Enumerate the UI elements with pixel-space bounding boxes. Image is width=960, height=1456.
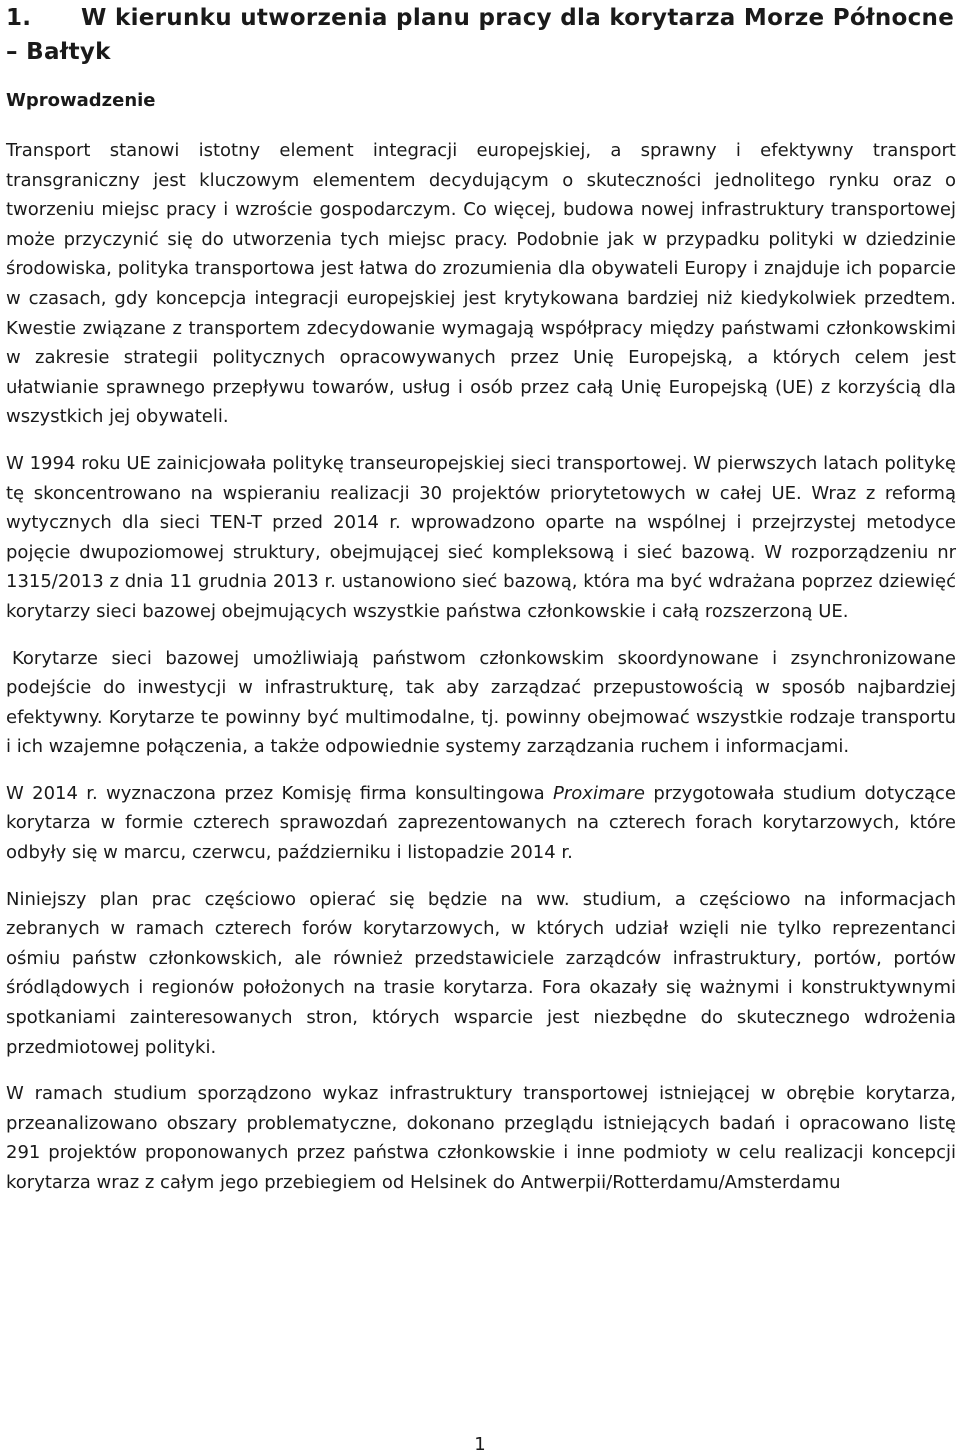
- section-number: 1.: [6, 5, 32, 31]
- paragraph-work-plan-basis: Niniejszy plan prac częściowo opierać się będzie na ww. studium, a częściowo na informacjach zebranych w ramach czterech forów korytarzowych, w których udział wzięli nie tylko reprezentanci ośmiu państw członkowskich, ale również przedstawiciele zarządców infrastruktury, portów, portów śródlądowych i regionów położonych na trasie korytarza. Fora okazały się ważnymi i konstruktywnymi spotkaniami zainteresowanych stron, których wsparcie jest niezbędne do skutecznego wdrożenia przedmiotowej polityki.: [6, 888, 956, 1058]
- paragraph-proximare-text-after: przygotowała studium dotyczące korytarza w formie czterech sprawozdań zaprezentowanych na czterech forach korytarzowych, które odbyły się w marcu, czerwcu, październiku i listopadzie 2014 r.: [6, 782, 956, 864]
- paragraph-proximare-study: [6, 779, 956, 868]
- page-number: 1: [474, 1434, 486, 1455]
- section-heading: [6, 0, 956, 69]
- paragraph-core-network-corridors: Korytarze sieci bazowej umożliwiają państwom członkowskim skoordynowane i zsynchronizowane podejście do inwestycji w infrastrukturę, tak aby zarządzać przepustowością w sposób najbardziej efektywny. Korytarze te powinny być multimodalne, tj. powinny obejmować wszystkie rodzaje transportu i ich wzajemne połączenia, a także odpowiednie systemy zarządzania ruchem i informacjami.: [6, 647, 956, 758]
- company-name-proximare: Proximare: [553, 782, 645, 804]
- paragraph-ten-t-history: W 1994 roku UE zainicjowała politykę transeuropejskiej sieci transportowej. W pierwszych latach politykę tę skoncentrowano na wspieraniu realizacji 30 projektów priorytetowych w całej UE. Wraz z reformą wytycznych dla sieci TEN-T przed 2014 r. wprowadzono oparte na wspólnej i przejrzystej metodyce pojęcie dwupoziomowej struktury, obejmującej sieć kompleksową i sieć bazową. W rozporządzeniu nr 1315/2013 z dnia 11 grudnia 2013 r. ustanowiono sieć bazową, która ma być wdrażana poprzez dziewięć korytarzy sieci bazowej obejmujących wszystkie państwa członkowskie i całą rozszerzoną UE.: [6, 452, 956, 622]
- paragraph-transport-integration: Transport stanowi istotny element integracji europejskiej, a sprawny i efektywny transport transgraniczny jest kluczowym elementem decydującym o skuteczności jednolitego rynku oraz o tworzeniu miejsc pracy i wzroście gospodarczym. Co więcej, budowa nowej infrastruktury transportowej może przyczynić się do utworzenia tych miejsc pracy. Podobnie jak w przypadku polityki w dziedzinie środowiska, polityka transportowa jest łatwa do zrozumienia dla obywateli Europy i znajduje ich poparcie w czasach, gdy koncepcja integracji europejskiej jest krytykowana bardziej niż kiedykolwiek przedtem. Kwestie związane z transportem zdecydowanie wymagają współpracy między państwami członkowskimi w zakresie strategii politycznych opracowywanych przez Unię Europejską, a których celem jest ułatwianie sprawnego przepływu towarów, usług i osób przez całą Unię Europejską (UE) z korzyścią dla wszystkich jej obywateli.: [6, 140, 956, 428]
- subheading-introduction: Wprowadzenie: [6, 90, 156, 111]
- section-title: W kierunku utworzenia planu pracy dla korytarza Morze Północne – Bałtyk: [6, 5, 955, 65]
- document-page: [6, 0, 956, 1198]
- paragraph-proximare-text-before: W 2014 r. wyznaczona przez Komisję firma konsultingowa: [6, 782, 554, 804]
- paragraph-infrastructure-inventory: W ramach studium sporządzono wykaz infrastruktury transportowej istniejącej w obrębie korytarza, przeanalizowano obszary problematyczne, dokonano przeglądu istniejących badań i opracowano listę 291 projektów proponowanych przez państwa członkowskie i inne podmioty w celu realizacji koncepcji korytarza wraz z całym jego przebiegiem od Helsinek do Antwerpii/Rotterdamu/Amsterdamu: [6, 1083, 956, 1193]
